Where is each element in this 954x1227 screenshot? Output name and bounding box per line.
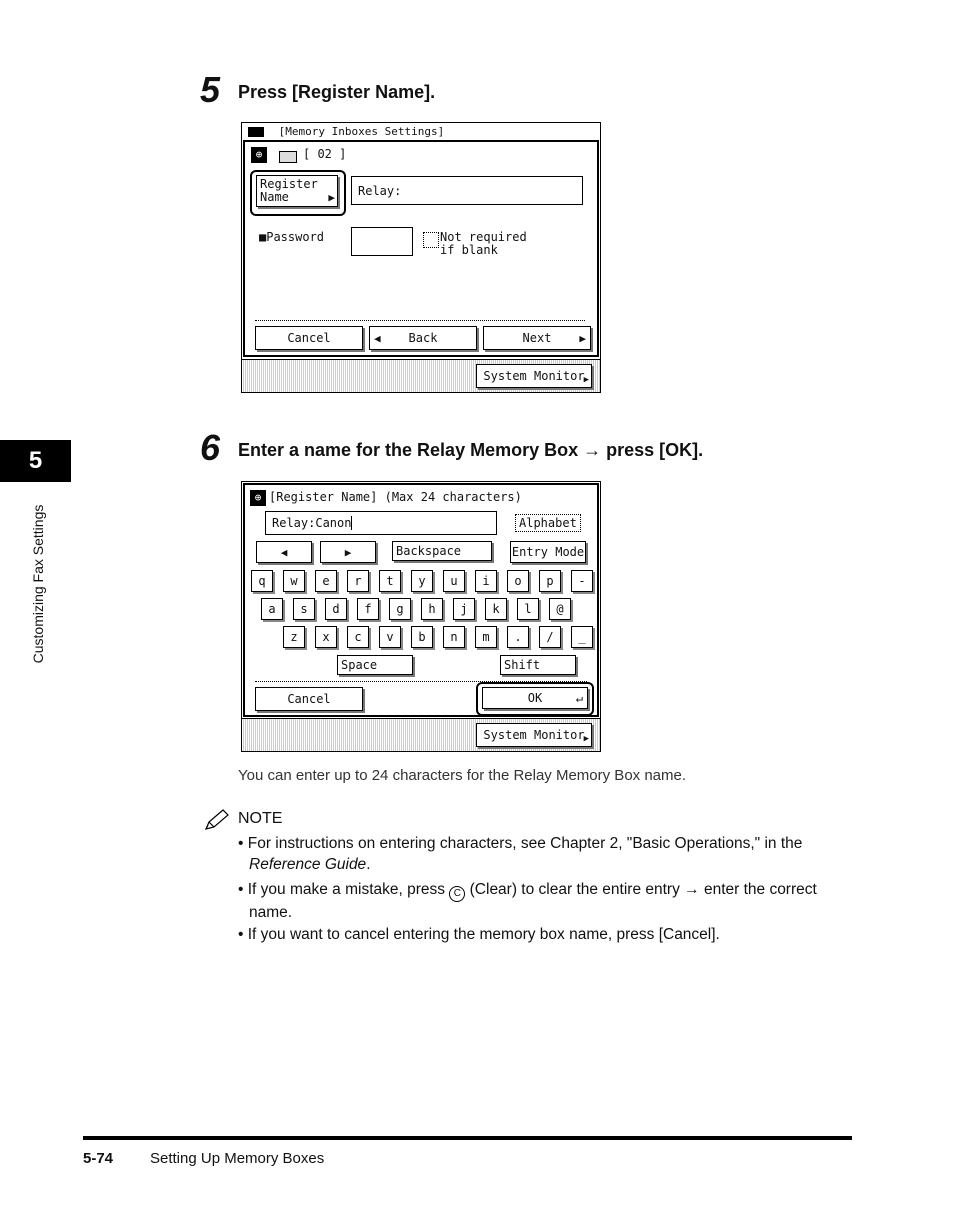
key-row1-3[interactable]: r	[347, 570, 369, 592]
key-row2-9[interactable]: @	[549, 598, 571, 620]
note-bullet-1: • For instructions on entering characters, see Chapter 2, "Basic Operations," in the Reference Guide.	[238, 835, 803, 873]
footer-section-title: Setting Up Memory Boxes	[150, 1150, 325, 1167]
key-row2-6[interactable]: j	[453, 598, 475, 620]
key-row3-6[interactable]: m	[475, 626, 497, 648]
key-row2-2[interactable]: d	[325, 598, 347, 620]
key-row1-9[interactable]: p	[539, 570, 561, 592]
register-screen	[241, 122, 601, 393]
mode-indicator: Alphabet	[515, 514, 581, 532]
key-row1-5[interactable]: y	[411, 570, 433, 592]
pencil-icon	[203, 808, 231, 832]
note-bullet-2: • If you make a mistake, press C (Clear) to clear the entire entry → enter the correct name.	[238, 881, 817, 921]
ok-button[interactable]	[482, 687, 588, 709]
key-row2-5[interactable]: h	[421, 598, 443, 620]
key-row2-3[interactable]: f	[357, 598, 379, 620]
arrow-left-icon: ◀	[280, 545, 288, 559]
key-row1-6[interactable]: u	[443, 570, 465, 592]
hand-icon	[423, 232, 439, 248]
back-button[interactable]	[369, 326, 477, 350]
clear-key-icon: C	[449, 886, 465, 902]
key-row2-8[interactable]: l	[517, 598, 539, 620]
key-row3-2[interactable]: c	[347, 626, 369, 648]
text-cursor	[351, 516, 352, 530]
next-label: Next	[522, 331, 552, 345]
status-bar	[242, 718, 600, 751]
note-heading: NOTE	[238, 810, 283, 827]
password-field[interactable]	[351, 227, 413, 256]
memory-box-icon	[279, 151, 297, 163]
shift-button[interactable]: Shift	[500, 655, 576, 675]
register-name-line-1: Register	[260, 177, 318, 191]
backspace-button[interactable]: Backspace	[392, 541, 492, 561]
next-button[interactable]	[483, 326, 591, 350]
step-5-number: 5	[200, 69, 221, 110]
arrow-right-icon: ▶	[328, 191, 335, 204]
register-panel	[243, 140, 599, 357]
arrow-right-icon: ▶	[579, 331, 586, 345]
key-row1-4[interactable]: t	[379, 570, 401, 592]
key-row3-8[interactable]: /	[539, 626, 561, 648]
register-name-line-2: Name	[260, 190, 289, 204]
relay-field[interactable]: Relay:	[351, 176, 583, 205]
footer-rule	[83, 1136, 852, 1140]
page-number: 5-74	[83, 1150, 114, 1167]
caption: You can enter up to 24 characters for the Relay Memory Box name.	[238, 767, 687, 784]
step-6-number: 6	[200, 427, 221, 468]
cancel-button[interactable]: Cancel	[255, 687, 363, 711]
cursor-left-button[interactable]	[256, 541, 312, 563]
key-row2-1[interactable]: s	[293, 598, 315, 620]
key-row3-5[interactable]: n	[443, 626, 465, 648]
key-row3-3[interactable]: v	[379, 626, 401, 648]
cancel-button[interactable]: Cancel	[255, 326, 363, 350]
key-row1-0[interactable]: q	[251, 570, 273, 592]
chapter-title-vertical: Customizing Fax Settings	[30, 504, 46, 664]
keyboard-screen	[241, 481, 601, 752]
key-row3-0[interactable]: z	[283, 626, 305, 648]
password-label: ■Password	[259, 230, 325, 244]
key-row1-8[interactable]: o	[507, 570, 529, 592]
status-bar	[242, 359, 600, 392]
space-button[interactable]: Space	[337, 655, 413, 675]
key-row1-7[interactable]: i	[475, 570, 497, 592]
key-row2-0[interactable]: a	[261, 598, 283, 620]
key-row1-2[interactable]: e	[315, 570, 337, 592]
system-monitor-button[interactable]	[476, 364, 592, 388]
system-monitor-label: System Monitor	[483, 369, 585, 383]
screen-title: [Memory Inboxes Settings]	[272, 125, 445, 137]
keyboard-panel	[243, 483, 599, 717]
register-name-button[interactable]	[256, 175, 338, 207]
menu-icon	[248, 127, 264, 137]
entry-mode-button[interactable]: Entry Mode	[510, 541, 586, 563]
screen-title: [Register Name] (Max 24 characters)	[269, 490, 522, 504]
system-monitor-label: System Monitor	[483, 728, 585, 742]
chapter-tab: 5	[0, 440, 71, 482]
menu-icon: ⊕	[251, 147, 267, 163]
key-row2-7[interactable]: k	[485, 598, 507, 620]
key-row2-4[interactable]: g	[389, 598, 411, 620]
key-row3-7[interactable]: .	[507, 626, 529, 648]
system-monitor-button[interactable]	[476, 723, 592, 747]
divider	[255, 320, 585, 321]
back-label: Back	[408, 331, 438, 345]
key-row1-1[interactable]: w	[283, 570, 305, 592]
arrow-right-icon: ▶	[583, 375, 589, 385]
arrow-left-icon: ◀	[374, 331, 381, 345]
key-row3-9[interactable]: _	[571, 626, 593, 648]
name-input[interactable]: Relay:Canon	[265, 511, 497, 535]
key-row3-1[interactable]: x	[315, 626, 337, 648]
menu-icon: ⊕	[250, 490, 266, 506]
arrow-right-icon: ▶	[583, 734, 589, 744]
step-6-instruction: Enter a name for the Relay Memory Box → press [OK].	[238, 440, 704, 460]
key-row3-4[interactable]: b	[411, 626, 433, 648]
arrow-right-icon: ▶	[344, 545, 352, 559]
key-row1-10[interactable]: -	[571, 570, 593, 592]
step-5-instruction: Press [Register Name].	[238, 82, 436, 102]
note-bullet-3: • If you want to cancel entering the memory box name, press [Cancel].	[238, 926, 720, 943]
not-required-text: Not required if blank	[440, 230, 527, 257]
enter-icon: ↵	[575, 691, 583, 705]
cursor-right-button[interactable]	[320, 541, 376, 563]
box-number: [ 02 ]	[303, 147, 347, 161]
ok-label: OK	[527, 691, 543, 705]
